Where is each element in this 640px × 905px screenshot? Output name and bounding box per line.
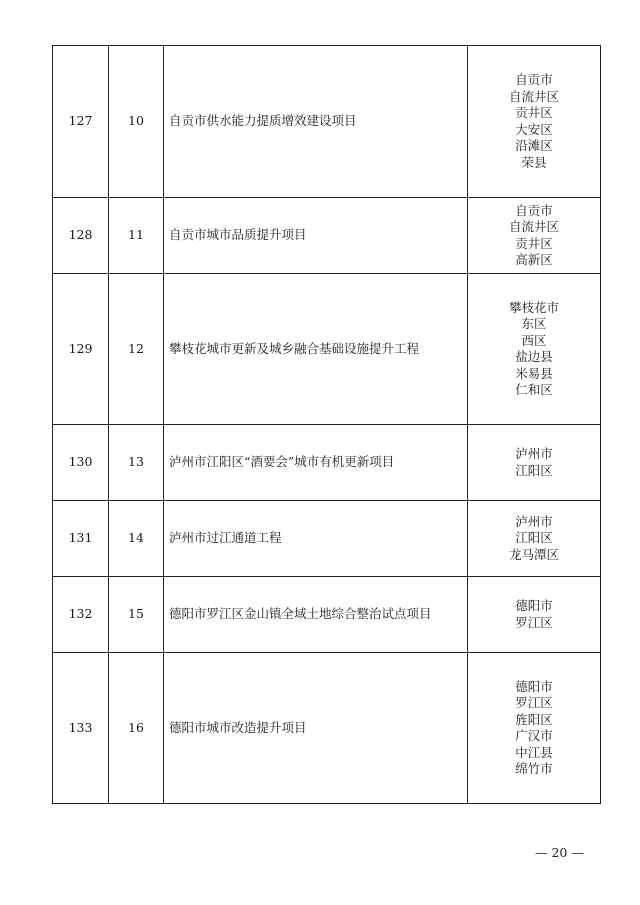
area-name: 大安区: [515, 121, 553, 137]
project-name: 德阳市城市改造提升项目: [164, 653, 468, 804]
area-cell: [468, 501, 601, 577]
project-table: [52, 45, 601, 804]
table-row: [53, 501, 601, 577]
area-name: 泸州市: [515, 446, 553, 461]
sub-number: 11: [109, 198, 164, 274]
area-name: 盐边县: [515, 349, 553, 364]
area-name: 绵竹市: [515, 761, 553, 776]
area-name: 泸州市: [515, 513, 553, 529]
area-name: 旌阳区: [515, 711, 553, 727]
row-number: 127: [53, 46, 109, 198]
table-row: [53, 653, 601, 804]
row-number: 129: [53, 274, 109, 425]
area-cell: [468, 46, 601, 198]
sub-number: 13: [109, 425, 164, 501]
area-name: 贡井区: [515, 105, 553, 120]
sub-number: 14: [109, 501, 164, 577]
area-name: 攀枝花市: [508, 299, 559, 315]
area-name: 荣县: [521, 154, 547, 170]
area-name: 自贡市: [515, 202, 553, 218]
page-number: — 20 —: [535, 845, 584, 860]
area-cell: [468, 577, 601, 653]
area-name: 江阳区: [515, 462, 553, 478]
row-number: 133: [53, 653, 109, 804]
project-name: 泸州市江阳区“酒要会”城市有机更新项目: [164, 425, 468, 501]
area-name: 仁和区: [515, 382, 553, 397]
area-name: 自流井区: [508, 88, 559, 104]
project-name: 泸州市过江通道工程: [164, 501, 468, 577]
area-name: 米易县: [515, 365, 553, 381]
area-name: 德阳市: [515, 598, 553, 613]
area-name: 龙马潭区: [508, 546, 559, 562]
project-name: 自贡市城市品质提升项目: [164, 198, 468, 274]
area-name: 沿滩区: [515, 138, 553, 153]
area-name: 贡井区: [515, 235, 553, 251]
table-row: [53, 274, 601, 425]
sub-number: 12: [109, 274, 164, 425]
area-name: 罗江区: [515, 614, 553, 630]
area-cell: [468, 425, 601, 501]
project-name: 德阳市罗江区金山镇全域土地综合整治试点项目: [164, 577, 468, 653]
area-cell: [468, 198, 601, 274]
area-cell: [468, 274, 601, 425]
area-name: 广汉市: [515, 728, 553, 743]
sub-number: 16: [109, 653, 164, 804]
project-name: 攀枝花城市更新及城乡融合基础设施提升工程: [164, 274, 468, 425]
table-row: [53, 425, 601, 501]
row-number: 128: [53, 198, 109, 274]
table-row: [53, 577, 601, 653]
area-name: 高新区: [515, 252, 553, 267]
area-name: 德阳市: [515, 678, 553, 694]
project-name: 自贡市供水能力提质增效建设项目: [164, 46, 468, 198]
row-number: 131: [53, 501, 109, 577]
area-name: 江阳区: [515, 530, 553, 546]
area-name: 罗江区: [515, 695, 553, 710]
area-name: 自贡市: [515, 72, 553, 87]
area-name: 中江县: [515, 744, 553, 760]
row-number: 130: [53, 425, 109, 501]
sub-number: 10: [109, 46, 164, 198]
row-number: 132: [53, 577, 109, 653]
sub-number: 15: [109, 577, 164, 653]
area-name: 自流井区: [508, 219, 559, 234]
table-row: [53, 198, 601, 274]
area-name: 东区: [521, 316, 547, 331]
table-row: [53, 46, 601, 198]
area-cell: [468, 653, 601, 804]
area-name: 西区: [521, 332, 547, 348]
